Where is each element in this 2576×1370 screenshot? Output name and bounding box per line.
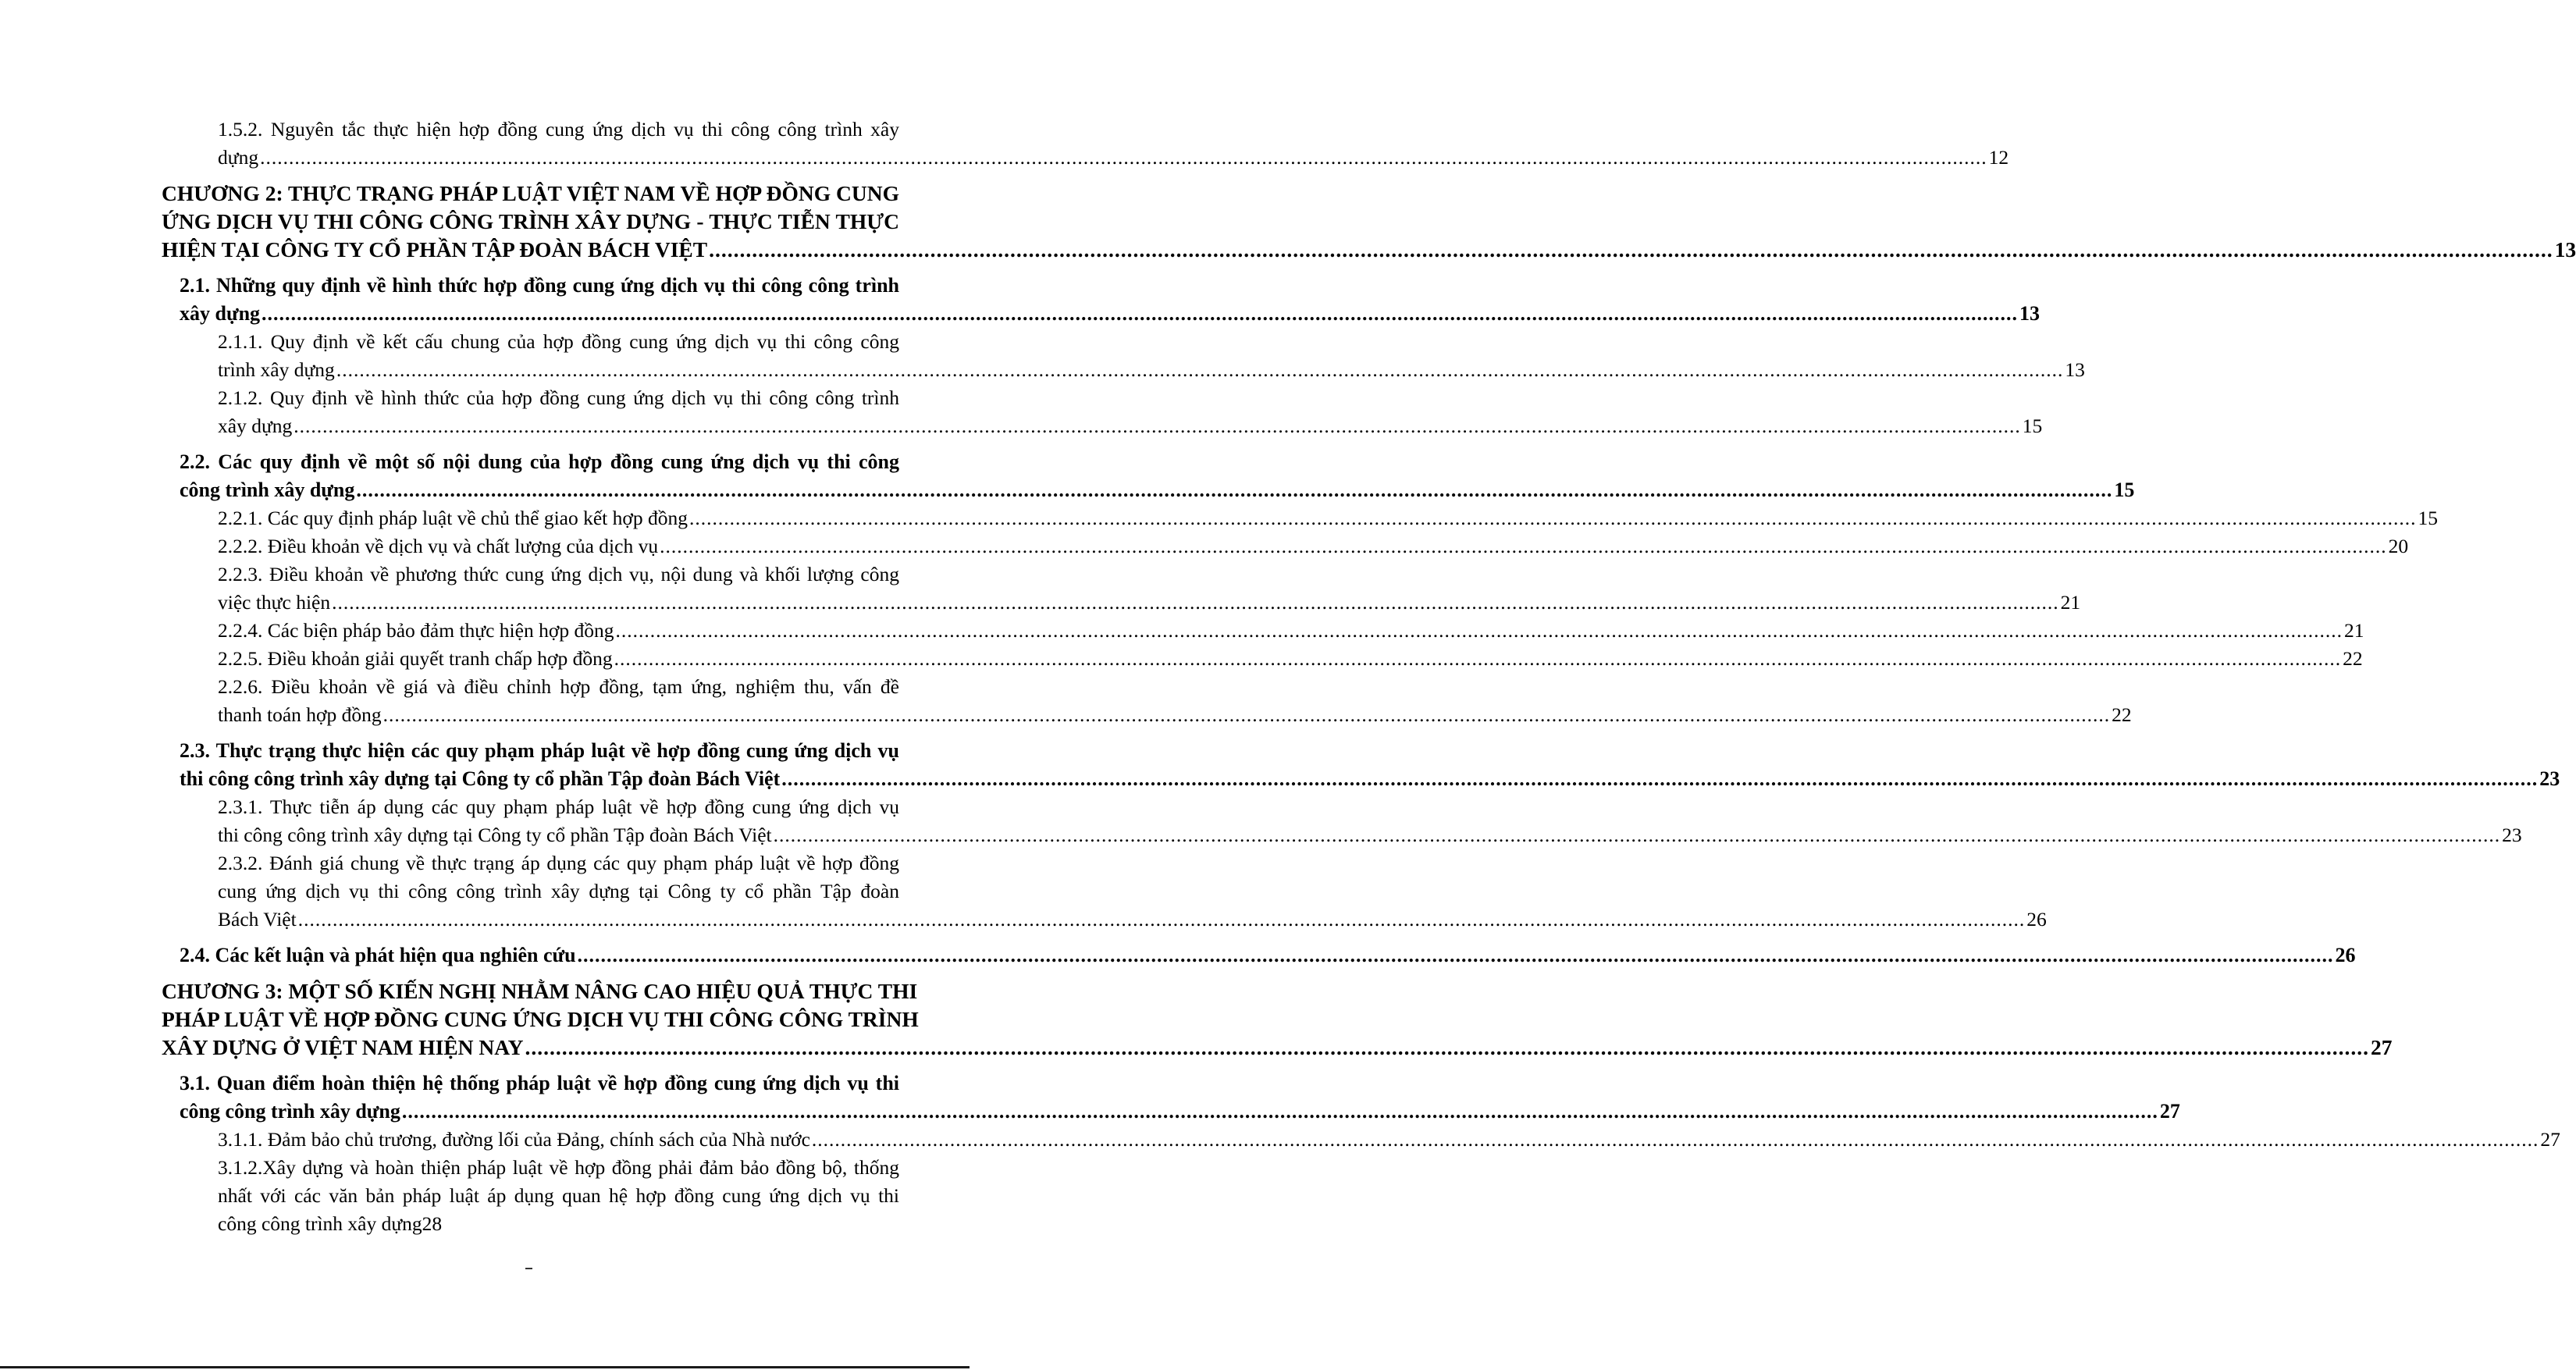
toc-entry-sub[interactable] — [218, 645, 2363, 673]
toc-entry-sub[interactable] — [218, 673, 2132, 729]
toc-page-number: 15 — [2022, 415, 2043, 437]
toc-entry-last-line — [218, 821, 2522, 849]
toc-page-number: 13 — [2554, 237, 2576, 262]
toc-leader-dots: ............................................................................................................................................................................................................................................................................................................ — [577, 944, 2334, 966]
toc-entry-title: thi công công trình xây dựng tại Công ty cổ phần Tập đoàn Bách Việt — [180, 767, 781, 790]
toc-page-number: 12 — [1988, 146, 2009, 169]
toc-entry-last-line — [218, 144, 2009, 172]
toc-leader-dots: ............................................................................................................................................................................................................................................................................................................ — [401, 1100, 2158, 1123]
toc-entry-section[interactable] — [180, 448, 2135, 504]
toc-page-number: 27 — [2370, 1035, 2393, 1059]
toc-entry-title: trình xây dựng — [218, 358, 335, 381]
toc-entry-sub[interactable] — [218, 532, 2409, 560]
toc-leader-dots: ............................................................................................................................................................................................................................................................................................................ — [811, 1128, 2539, 1151]
toc-page-number: 26 — [2335, 944, 2356, 966]
toc-entry-section[interactable] — [180, 272, 2041, 328]
toc-entry-last-line — [218, 1126, 2560, 1154]
toc-entry-line: 2.1.2. Quy định về hình thức của hợp đồng cung ứng dịch vụ thi công công trình — [218, 386, 899, 409]
toc-leader-dots: ............................................................................................................................................................................................................................................................................................................ — [614, 647, 2342, 670]
toc-entry-line: nhất với các văn bản pháp luật áp dụng quan hệ hợp đồng cung ứng dịch vụ thi — [218, 1184, 899, 1207]
toc-page-number: 15 — [2418, 507, 2438, 529]
toc-entry-title: thanh toán hợp đồng — [218, 703, 382, 726]
toc-leader-dots: ............................................................................................................................................................................................................................................................................................................ — [525, 1035, 2369, 1059]
toc-entry-last-line — [162, 236, 2576, 264]
toc-entry-title: việc thực hiện — [218, 591, 331, 614]
toc-page-number: 20 — [2388, 535, 2409, 557]
toc-page-number: 23 — [2539, 767, 2560, 790]
toc-entry-line: PHÁP LUẬT VỀ HỢP ĐỒNG CUNG ỨNG DỊCH VỤ THI CÔNG CÔNG TRÌNH — [162, 1007, 919, 1031]
toc-entry-sub[interactable] — [218, 793, 2522, 849]
toc-leader-dots: ............................................................................................................................................................................................................................................................................................................ — [709, 237, 2553, 262]
toc-entry-line: 2.3.2. Đánh giá chung về thực trạng áp dụng các quy phạm pháp luật về hợp đồng — [218, 852, 899, 874]
toc-page-number: 23 — [2502, 824, 2522, 846]
toc-entry-last-line — [218, 589, 2081, 617]
toc-entry-section[interactable] — [180, 737, 2560, 793]
toc-page-number: 13 — [2065, 358, 2085, 381]
toc-entry-title: thi công công trình xây dựng tại Công ty cổ phần Tập đoàn Bách Việt — [218, 824, 772, 846]
toc-entry-last-line — [180, 941, 2356, 970]
page-footer-mark — [525, 1268, 532, 1269]
toc-entry-last-line — [180, 300, 2041, 328]
toc-entry-section[interactable] — [180, 941, 2356, 970]
toc-leader-dots: ............................................................................................................................................................................................................................................................................................................ — [773, 824, 2501, 846]
toc-entry-sub[interactable] — [218, 504, 2438, 532]
toc-entry-title: công công trình xây dựng28 — [218, 1212, 443, 1235]
toc-entry-last-line — [218, 504, 2438, 532]
toc-entry-title: 2.2.2. Điều khoản về dịch vụ và chất lượng của dịch vụ — [218, 535, 659, 557]
toc-entry-title: HIỆN TẠI CÔNG TY CỔ PHẦN TẬP ĐOÀN BÁCH VIỆT — [162, 237, 708, 262]
page-bottom-border — [0, 1366, 970, 1368]
toc-entry-sub[interactable] — [218, 384, 2043, 440]
toc-entry-line: 2.2.6. Điều khoản về giá và điều chỉnh hợp đồng, tạm ứng, nghiệm thu, vấn đề — [218, 675, 899, 698]
toc-page-number: 27 — [2540, 1128, 2560, 1151]
toc-leader-dots: ............................................................................................................................................................................................................................................................................................................ — [660, 535, 2387, 557]
toc-entry-last-line — [218, 701, 2132, 729]
toc-entry-sub[interactable] — [218, 849, 2047, 934]
toc-leader-dots: ............................................................................................................................................................................................................................................................................................................ — [356, 479, 2113, 501]
toc-entry-title: công công trình xây dựng — [180, 1100, 400, 1123]
toc-entry-line: 2.2. Các quy định về một số nội dung của hợp đồng cung ứng dịch vụ thi công — [180, 450, 899, 473]
toc-entry-line: 2.1. Những quy định về hình thức hợp đồng cung ứng dịch vụ thi công công trình — [180, 274, 899, 297]
toc-entry-sub[interactable] — [218, 116, 2009, 172]
toc-leader-dots: ............................................................................................................................................................................................................................................................................................................ — [294, 415, 2021, 437]
toc-entry-title: XÂY DỰNG Ở VIỆT NAM HIỆN NAY — [162, 1035, 524, 1059]
toc-page-number: 13 — [2019, 302, 2041, 325]
toc-entry-line: 2.3. Thực trạng thực hiện các quy phạm pháp luật về hợp đồng cung ứng dịch vụ — [180, 739, 899, 762]
toc-entry-line: CHƯƠNG 2: THỰC TRẠNG PHÁP LUẬT VIỆT NAM VỀ HỢP ĐỒNG CUNG — [162, 181, 899, 205]
toc-entry-last-line — [218, 645, 2363, 673]
toc-page-number: 21 — [2343, 619, 2364, 642]
toc-leader-dots: ............................................................................................................................................................................................................................................................................................................ — [297, 908, 2026, 931]
toc-entry-sub[interactable] — [218, 328, 2085, 384]
toc-entry-last-line — [162, 1034, 2393, 1062]
toc-entry-title: 2.2.5. Điều khoản giải quyết tranh chấp hợp đồng — [218, 647, 613, 670]
toc-leader-dots: ............................................................................................................................................................................................................................................................................................................ — [332, 591, 2059, 614]
toc-entry-title: Bách Việt — [218, 908, 297, 931]
toc-entry-title: 2.4. Các kết luận và phát hiện qua nghiên cứu — [180, 944, 576, 966]
toc-entry-last-line — [180, 476, 2135, 504]
toc-page-number: 26 — [2026, 908, 2047, 931]
toc-leader-dots: ............................................................................................................................................................................................................................................................................................................ — [689, 507, 2417, 529]
toc-page-number: 22 — [2112, 703, 2132, 726]
toc-entry-section[interactable] — [180, 1069, 2180, 1126]
toc-page-number: 22 — [2343, 647, 2363, 670]
toc-entry-title: 2.2.1. Các quy định pháp luật về chủ thể giao kết hợp đồng — [218, 507, 688, 529]
toc-entry-title: dựng — [218, 146, 259, 169]
toc-leader-dots: ............................................................................................................................................................................................................................................................................................................ — [336, 358, 2064, 381]
toc-entry-line: cung ứng dịch vụ thi công công trình xây dựng tại Công ty cổ phần Tập đoàn — [218, 880, 899, 902]
toc-entry-line: 3.1.2.Xây dựng và hoàn thiện pháp luật về hợp đồng phải đảm bảo đồng bộ, thống — [218, 1156, 899, 1179]
toc-entry-sub[interactable] — [218, 617, 2364, 645]
toc-entry-line: 1.5.2. Nguyên tắc thực hiện hợp đồng cung ứng dịch vụ thi công công trình xây — [218, 118, 899, 141]
toc-page-number: 21 — [2060, 591, 2081, 614]
toc-entry-last-line — [218, 906, 2047, 934]
toc-entry-title: xây dựng — [180, 302, 261, 325]
toc-page-number: 15 — [2114, 479, 2135, 501]
toc-entry-last-line — [218, 617, 2364, 645]
toc-entry-last-line — [180, 1098, 2180, 1126]
toc-leader-dots: ............................................................................................................................................................................................................................................................................................................ — [615, 619, 2343, 642]
toc-entry-last-line — [180, 765, 2560, 793]
toc-entry-chapter[interactable] — [162, 180, 2576, 264]
toc-entry-line: CHƯƠNG 3: MỘT SỐ KIẾN NGHỊ NHẰM NÂNG CAO HIỆU QUẢ THỰC THI — [162, 979, 918, 1003]
toc-entry-chapter[interactable] — [162, 977, 2393, 1062]
toc-entry-title: 3.1.1. Đảm bảo chủ trương, đường lối của Đảng, chính sách của Nhà nước — [218, 1128, 810, 1151]
toc-entry-line: ỨNG DỊCH VỤ THI CÔNG CÔNG TRÌNH XÂY DỰNG - THỰC TIỄN THỰC — [162, 209, 899, 233]
toc-entry-last-line — [218, 1210, 899, 1238]
toc-entry-sub[interactable] — [218, 1126, 2560, 1154]
toc-entry-line: 2.1.1. Quy định về kết cấu chung của hợp đồng cung ứng dịch vụ thi công công — [218, 330, 899, 353]
toc-entry-title: 2.2.4. Các biện pháp bảo đảm thực hiện hợp đồng — [218, 619, 614, 642]
toc-entry-last-line — [218, 356, 2085, 384]
toc-leader-dots: ............................................................................................................................................................................................................................................................................................................ — [262, 302, 2019, 325]
toc-entry-title: công trình xây dựng — [180, 479, 355, 501]
toc-entry-line: 3.1. Quan điểm hoàn thiện hệ thống pháp luật về hợp đồng cung ứng dịch vụ thi — [180, 1072, 899, 1094]
toc-entry-last-line — [218, 412, 2043, 440]
toc-entry-line: 2.3.1. Thực tiễn áp dụng các quy phạm pháp luật về hợp đồng cung ứng dịch vụ — [218, 795, 899, 818]
toc-leader-dots: ............................................................................................................................................................................................................................................................................................................ — [382, 703, 2111, 726]
toc-leader-dots: ............................................................................................................................................................................................................................................................................................................ — [260, 146, 1987, 169]
toc-entry-sub[interactable] — [218, 1154, 899, 1238]
toc-entry-last-line — [218, 532, 2409, 560]
toc-entry-line: 2.2.3. Điều khoản về phương thức cung ứng dịch vụ, nội dung và khối lượng công — [218, 563, 899, 585]
toc-entry-sub[interactable] — [218, 560, 2081, 617]
toc-entry-title: xây dựng — [218, 415, 293, 437]
toc-page-number: 27 — [2159, 1100, 2180, 1123]
toc-leader-dots: ............................................................................................................................................................................................................................................................................................................ — [781, 767, 2539, 790]
table-of-contents — [162, 116, 2576, 1238]
